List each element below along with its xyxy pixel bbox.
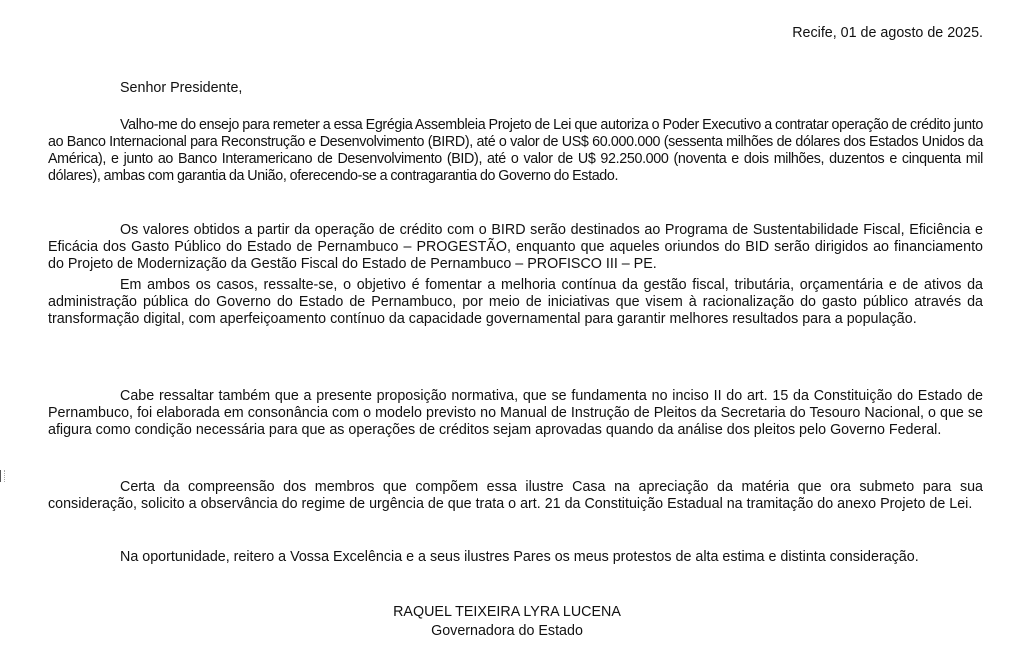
signature-name: RAQUEL TEIXEIRA LYRA LUCENA bbox=[393, 604, 621, 620]
salutation: Senhor Presidente, bbox=[120, 80, 243, 96]
paragraph-4: Cabe ressaltar também que a presente proposição normativa, que se fundamenta no inciso II do art. 15 da Constituição do Estado de Pernambuco, foi elaborada em consonância com o modelo previsto no Manual de Instrução de Pleitos da Secretaria do Tesouro Nacional, o que se afigura como condição necessária para que as operações de créditos sejam aprovadas quando da análise dos pleitos pelo Governo Federal. bbox=[48, 388, 983, 438]
paragraph-6: Na oportunidade, reitero a Vossa Excelência e a seus ilustres Pares os meus protestos de alta estima e distinta consideração. bbox=[120, 549, 919, 565]
paragraph-3: Em ambos os casos, ressalte-se, o objetivo é fomentar a melhoria contínua da gestão fiscal, tributária, orçamentária e de ativos da administração pública do Governo do Estado de Pernambuco, por meio de iniciativas que visem à racionalização do gasto público através da transformação digital, com aperfeiçoamento contínuo da capacidade governamental para garantir melhores resultados para a população. bbox=[48, 277, 983, 327]
paragraph-5: Certa da compreensão dos membros que compõem essa ilustre Casa na apreciação da matéria que ora submeto para sua consideração, solicito a observância do regime de urgência de que trata o art. 21 da Constituição Estadual na tramitação do anexo Projeto de Lei. bbox=[48, 479, 983, 512]
signature-role: Governadora do Estado bbox=[431, 623, 583, 639]
margin-mark bbox=[0, 470, 5, 482]
date-line: Recife, 01 de agosto de 2025. bbox=[792, 25, 983, 41]
paragraph-1: Valho-me do ensejo para remeter a essa Egrégia Assembleia Projeto de Lei que autoriza o Poder Executivo a contratar operação de crédito junto ao Banco Internacional para Reconstrução e Desenvolvimento (BIRD), até o valor de US$ 60.000.000 (sessenta milhões de dólares dos Estados Unidos da América), e junto ao Banco Interamericano de Desenvolvimento (BID), até o valor de U$ 92.250.000 (noventa e dois milhões, duzentos e cinquenta mil dólares), ambas com garantia da União, oferecendo-se a contragarantia do Governo do Estado. bbox=[48, 117, 983, 184]
paragraph-2: Os valores obtidos a partir da operação de crédito com o BIRD serão destinados ao Programa de Sustentabilidade Fiscal, Eficiência e Eficácia dos Gasto Público do Estado de Pernambuco – PROGESTÃO, enquanto que aqueles oriundos do BID serão dirigidos ao financiamento do Projeto de Modernização da Gestão Fiscal do Estado de Pernambuco – PROFISCO III – PE. bbox=[48, 222, 983, 272]
